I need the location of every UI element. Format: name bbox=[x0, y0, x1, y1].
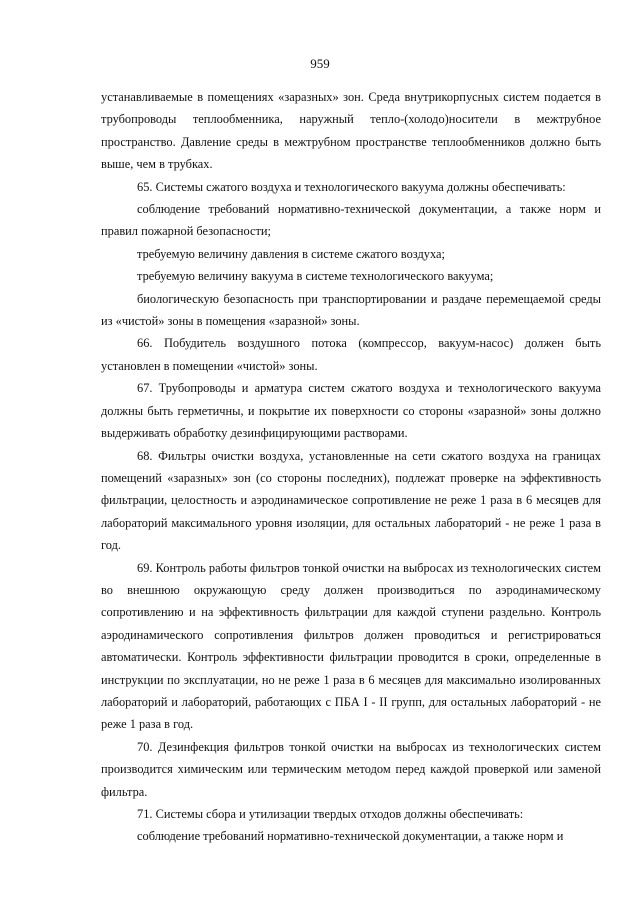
paragraph: 67. Трубопроводы и арматура систем сжатого воздуха и технологического вакуума должны быть герметичны, и покрытие их поверхности со стороны «заразной» зоны должно выдерживать обработку дезинфицирующими растворами. bbox=[101, 381, 601, 441]
paragraph: 71. Системы сбора и утилизации твердых отходов должны обеспечивать: bbox=[137, 807, 524, 821]
page-number: 959 bbox=[310, 56, 330, 71]
paragraph: 69. Контроль работы фильтров тонкой очистки на выбросах из технологических систем во внешнюю окружающую среду должен производиться по аэродинамическому сопротивлению и на эффективность фильтрации для каждой ступени раздельно. Контроль аэродинамического сопротивления фильтров должен проводиться и регистрироваться автоматически. Контроль эффективности фильтрации проводится в сроки, определенные в инструкции по эксплуатации, но не реже 1 раза в 6 месяцев для максимально изолированных лабораторий и лабораторий, работающих с ПБА I - II групп, для остальных лабораторий - не реже 1 раза в год. bbox=[101, 560, 601, 732]
paragraph: биологическую безопасность при транспортировании и раздаче перемещаемой среды из «чистой» зоны в помещения «заразной» зоны. bbox=[101, 291, 601, 329]
document-body bbox=[101, 86, 601, 848]
paragraph: 70. Дезинфекция фильтров тонкой очистки на выбросах из технологических систем производится химическим или термическим методом перед каждой проверкой или заменой фильтра. bbox=[101, 739, 601, 799]
paragraph: 68. Фильтры очистки воздуха, установленные на сети сжатого воздуха на границах помещений «заразных» зон (со стороны последних), подлежат проверке на эффективность фильтрации, целостность и аэродинамическое сопротивление не реже 1 раза в 6 месяцев для лабораторий максимального уровня изоляции, для остальных лабораторий - не реже 1 раза в год. bbox=[101, 448, 601, 553]
paragraph: соблюдение требований нормативно-технической документации, а также норм и bbox=[137, 829, 564, 844]
paragraph: 65. Системы сжатого воздуха и технологического вакуума должны обеспечивать: bbox=[137, 179, 566, 194]
paragraph: требуемую величину вакуума в системе технологического вакуума; bbox=[137, 269, 494, 284]
paragraph: устанавливаемые в помещениях «заразных» зон. Среда внутрикорпусных систем подается в трубопроводы теплообменника, наружный тепло-(холодо)носители в межтрубное пространство. Давление среды в межтрубном пространстве теплообменников должно быть выше, чем в трубках. bbox=[101, 90, 601, 172]
paragraph: 66. Побудитель воздушного потока (компрессор, вакуум-насос) должен быть установлен в помещении «чистой» зоны. bbox=[101, 336, 601, 373]
paragraph: соблюдение требований нормативно-технической документации, а также норм и правил пожарной безопасности; bbox=[101, 202, 601, 239]
paragraph: требуемую величину давления в системе сжатого воздуха; bbox=[137, 246, 445, 261]
